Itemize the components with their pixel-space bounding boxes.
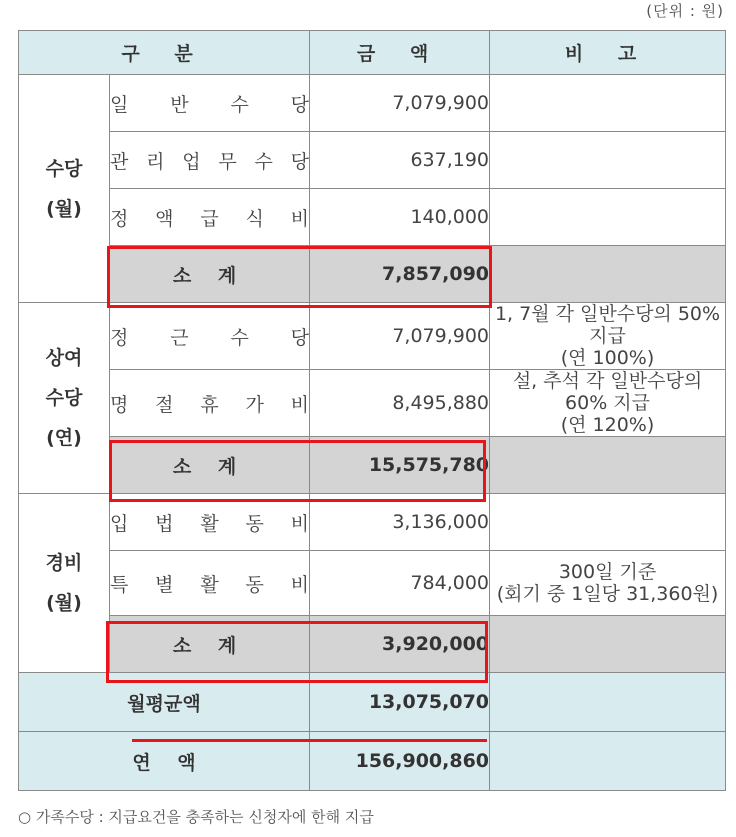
table-row bbox=[19, 494, 726, 551]
annual-remark bbox=[490, 732, 726, 791]
subtotal-label: 소 계 bbox=[110, 437, 310, 494]
item-label-text: 관 리 업 무 수 당 bbox=[110, 150, 309, 173]
item-remark bbox=[490, 494, 726, 551]
item-remark bbox=[490, 370, 726, 437]
group-label-line: 수당 bbox=[45, 387, 83, 409]
subtotal-remark bbox=[490, 616, 726, 673]
subtotal-row bbox=[19, 246, 726, 303]
item-label bbox=[110, 551, 310, 616]
item-label-text: 특 별 활 동 비 bbox=[110, 573, 309, 596]
subtotal-amount: 3,920,000 bbox=[310, 616, 490, 673]
remark-line: (회기 중 1일당 31,360원) bbox=[496, 583, 719, 605]
remark-line: (연 100%) bbox=[560, 347, 655, 369]
item-label bbox=[110, 303, 310, 370]
item-label bbox=[110, 189, 310, 246]
item-label bbox=[110, 75, 310, 132]
remark-line: 설, 추석 각 일반수당의 60% 지급 bbox=[512, 370, 703, 414]
item-amount: 637,190 bbox=[310, 132, 490, 189]
item-remark bbox=[490, 551, 726, 616]
header-category: 구 분 bbox=[19, 31, 310, 75]
subtotal-label: 소 계 bbox=[110, 616, 310, 673]
group-label-bonus bbox=[19, 303, 110, 494]
item-amount: 3,136,000 bbox=[310, 494, 490, 551]
annual-amount: 156,900,860 bbox=[310, 732, 490, 791]
highlight-underline-monthly-average bbox=[132, 739, 487, 742]
annual-label: 연 액 bbox=[19, 732, 310, 791]
item-label-text: 입 법 활 동 비 bbox=[110, 512, 309, 535]
salary-table bbox=[18, 30, 726, 791]
item-label-text: 명 절 휴 가 비 bbox=[110, 393, 309, 416]
item-remark bbox=[490, 132, 726, 189]
group-label-expenses bbox=[19, 494, 110, 673]
item-amount: 784,000 bbox=[310, 551, 490, 616]
group-label-line: (연) bbox=[46, 427, 82, 449]
group-label-line: 수당 bbox=[45, 157, 83, 180]
item-remark bbox=[490, 189, 726, 246]
monthly-average-row bbox=[19, 673, 726, 732]
monthly-average-amount: 13,075,070 bbox=[310, 673, 490, 732]
table-row bbox=[19, 370, 726, 437]
item-remark bbox=[490, 75, 726, 132]
unit-note: (단위 : 원) bbox=[646, 2, 724, 20]
subtotal-amount: 15,575,780 bbox=[310, 437, 490, 494]
item-label-text: 정 액 급 식 비 bbox=[110, 207, 309, 230]
subtotal-amount: 7,857,090 bbox=[310, 246, 490, 303]
remark-line: (연 120%) bbox=[560, 414, 655, 436]
table-row bbox=[19, 189, 726, 246]
item-amount: 140,000 bbox=[310, 189, 490, 246]
item-label bbox=[110, 132, 310, 189]
header-row bbox=[19, 31, 726, 75]
item-amount: 7,079,900 bbox=[310, 303, 490, 370]
footnote: ○ 가족수당 : 지급요건을 충족하는 신청자에 한해 지급 bbox=[18, 808, 374, 826]
group-label-line: (월) bbox=[46, 592, 82, 614]
subtotal-label: 소 계 bbox=[110, 246, 310, 303]
group-label-line: 상여 bbox=[45, 347, 83, 369]
group-label-line: 경비 bbox=[45, 552, 83, 574]
table-row bbox=[19, 132, 726, 189]
subtotal-remark bbox=[490, 437, 726, 494]
item-amount: 7,079,900 bbox=[310, 75, 490, 132]
header-remark: 비 고 bbox=[490, 31, 726, 75]
table-row bbox=[19, 75, 726, 132]
table-row bbox=[19, 551, 726, 616]
item-remark bbox=[490, 303, 726, 370]
item-label bbox=[110, 370, 310, 437]
table-row bbox=[19, 303, 726, 370]
item-label-text: 정 근 수 당 bbox=[110, 326, 310, 349]
subtotal-row bbox=[19, 616, 726, 673]
subtotal-row bbox=[19, 437, 726, 494]
item-label bbox=[110, 494, 310, 551]
monthly-average-remark bbox=[490, 673, 726, 732]
remark-line: 300일 기준 bbox=[558, 561, 657, 583]
item-amount: 8,495,880 bbox=[310, 370, 490, 437]
remark-line: 1, 7월 각 일반수당의 50% 지급 bbox=[494, 303, 721, 347]
group-label-allowance bbox=[19, 75, 110, 303]
subtotal-remark bbox=[490, 246, 726, 303]
item-label-text: 일 반 수 당 bbox=[110, 93, 310, 116]
group-label-line: (월) bbox=[46, 197, 82, 220]
header-amount: 금 액 bbox=[310, 31, 490, 75]
monthly-average-label: 월평균액 bbox=[19, 673, 310, 732]
